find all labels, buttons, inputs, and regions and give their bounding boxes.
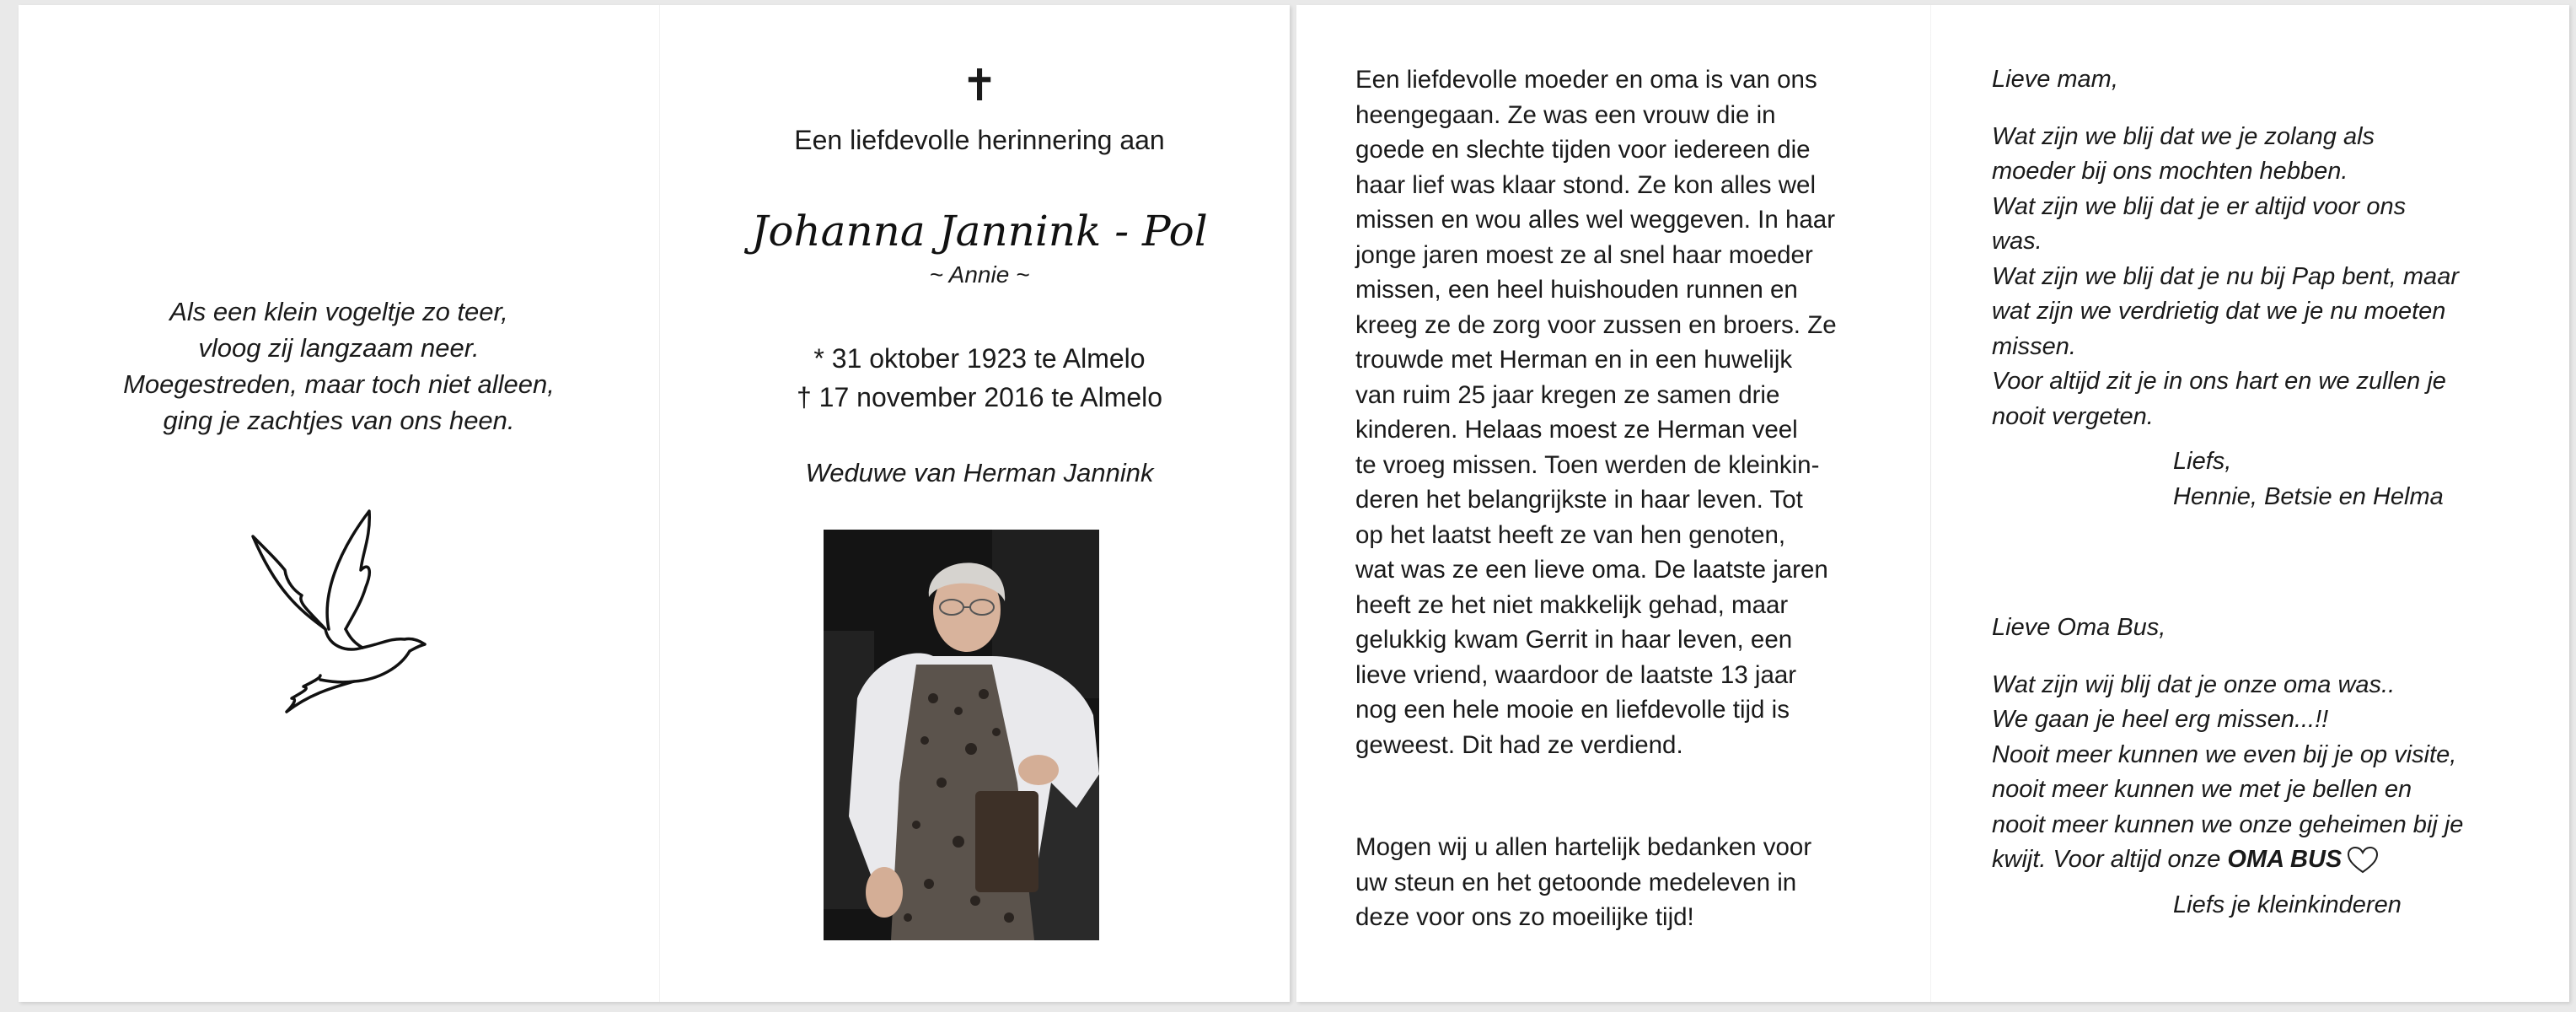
text-line: missen en wou alles wel weggeven. In haar [1355, 206, 1836, 234]
oma-bus-text: OMA BUS [2227, 846, 2343, 873]
poem-line: vloog zij langzaam neer. [198, 333, 480, 363]
text-line: op het laatst heeft ze van hen genoten, [1355, 520, 1786, 549]
letter-line-prefix: kwijt. Voor altijd onze [1992, 846, 2228, 873]
nickname: ~ Annie ~ [929, 261, 1030, 288]
portrait-photo [824, 530, 1099, 940]
poem-panel [19, 5, 659, 1002]
dates [659, 339, 1300, 417]
cross-symbol: ✝ [961, 62, 998, 110]
letter-signature: Liefs je kleinkinderen [2173, 891, 2402, 918]
letter-greeting: Lieve mam, [1992, 66, 2118, 93]
poem-line: ging je zachtjes van ons heen. [163, 406, 515, 435]
text-line: deren het belangrijkste in haar leven. Tot [1355, 486, 1803, 514]
text-line: jonge jaren moest ze al snel haar moeder [1355, 240, 1813, 269]
text-line: van ruim 25 jaar kregen ze samen drie [1355, 380, 1780, 409]
letter-line: Wat zijn we blij dat je nu bij Pap bent, maar [1992, 262, 2459, 290]
birth-date: * 31 oktober 1923 te Almelo [813, 343, 1146, 374]
letter-oma [1992, 611, 2548, 923]
poem [19, 293, 659, 439]
text-line: trouwde met Herman en in een huwelijk [1355, 346, 1793, 374]
text-line: heeft ze het niet makkelijk gehad, maar [1355, 590, 1789, 619]
letter-line: Nooit meer kunnen we even bij je op visite, [1992, 740, 2457, 768]
text-line: heengegaan. Ze was een vrouw die in [1355, 100, 1776, 129]
letter-mam [1992, 62, 2548, 514]
letter-greeting: Lieve Oma Bus, [1992, 614, 2166, 641]
text-line: te vroeg missen. Toen werden de kleinkin- [1355, 450, 1820, 479]
text-line: missen, een heel huishouden runnen en [1355, 276, 1798, 304]
text-line: kreeg ze de zorg voor zussen en broers. Ze [1355, 310, 1837, 339]
card-fold [1930, 5, 1931, 1002]
letter-line: was. [1992, 228, 2042, 255]
letter-closing: Liefs, [2173, 448, 2232, 475]
text-line: Een liefdevolle moeder en oma is van ons [1355, 66, 1817, 94]
death-date: † 17 november 2016 te Almelo [796, 382, 1163, 412]
letter-line: missen. [1992, 332, 2076, 360]
letter-line: Wat zijn we blij dat je er altijd voor ons [1992, 192, 2407, 220]
text-line: uw steun en het getoonde medeleven in [1355, 868, 1797, 896]
right-card [1296, 5, 2569, 1002]
text-line: deze voor ons zo moeilijke tijd! [1355, 903, 1694, 931]
poem-line: Moegestreden, maar toch niet alleen, [123, 369, 555, 399]
deceased-name: Johanna Jannink - Pol [751, 207, 1208, 256]
letter-line: Wat zijn wij blij dat je onze oma was.. [1992, 670, 2396, 698]
letter-line: moeder bij ons mochten hebben. [1992, 158, 2348, 185]
dove-icon [244, 503, 430, 713]
letter-line: nooit vergeten. [1992, 402, 2154, 430]
text-line: geweest. Dit had ze verdiend. [1355, 730, 1683, 759]
letter-line: nooit meer kunnen we onze geheimen bij je [1992, 810, 2464, 838]
letter-line: wat zijn we verdrietig dat we je nu moeten [1992, 298, 2446, 325]
letter-signature: Hennie, Betsie en Helma [2173, 482, 2444, 510]
intro-text: Een liefdevolle herinnering aan [794, 125, 1165, 155]
widow-text: Weduwe van Herman Jannink [805, 458, 1154, 487]
letter-line: Voor altijd zit je in ons hart en we zullen je [1992, 368, 2446, 395]
letter-line: Wat zijn we blij dat we je zolang als [1992, 122, 2375, 150]
memorial-text [1355, 62, 1903, 762]
text-line: lieve vriend, waardoor de laatste 13 jaar [1355, 660, 1797, 689]
letter-line: We gaan je heel erg missen...!! [1992, 706, 2329, 733]
text-line: wat was ze een lieve oma. De laatste jaren [1355, 556, 1828, 584]
text-line: Mogen wij u allen hartelijk bedanken voor [1355, 833, 1812, 861]
text-line: nog een hele mooie en liefdevolle tijd is [1355, 696, 1790, 724]
text-line: kinderen. Helaas moest ze Herman veel [1355, 416, 1798, 444]
text-line: haar lief was klaar stond. Ze kon alles wel [1355, 170, 1817, 199]
thanks-text [1355, 830, 1903, 935]
text-line: goede en slechte tijden voor iedereen die [1355, 136, 1811, 164]
letter-line [1992, 842, 2548, 878]
left-card [19, 5, 1290, 1002]
heart-icon [2347, 846, 2379, 875]
text-line: gelukkig kwam Gerrit in haar leven, een [1355, 626, 1793, 654]
poem-line: Als een klein vogeltje zo teer, [169, 297, 508, 326]
letter-line: nooit meer kunnen we met je bellen en [1992, 776, 2412, 803]
